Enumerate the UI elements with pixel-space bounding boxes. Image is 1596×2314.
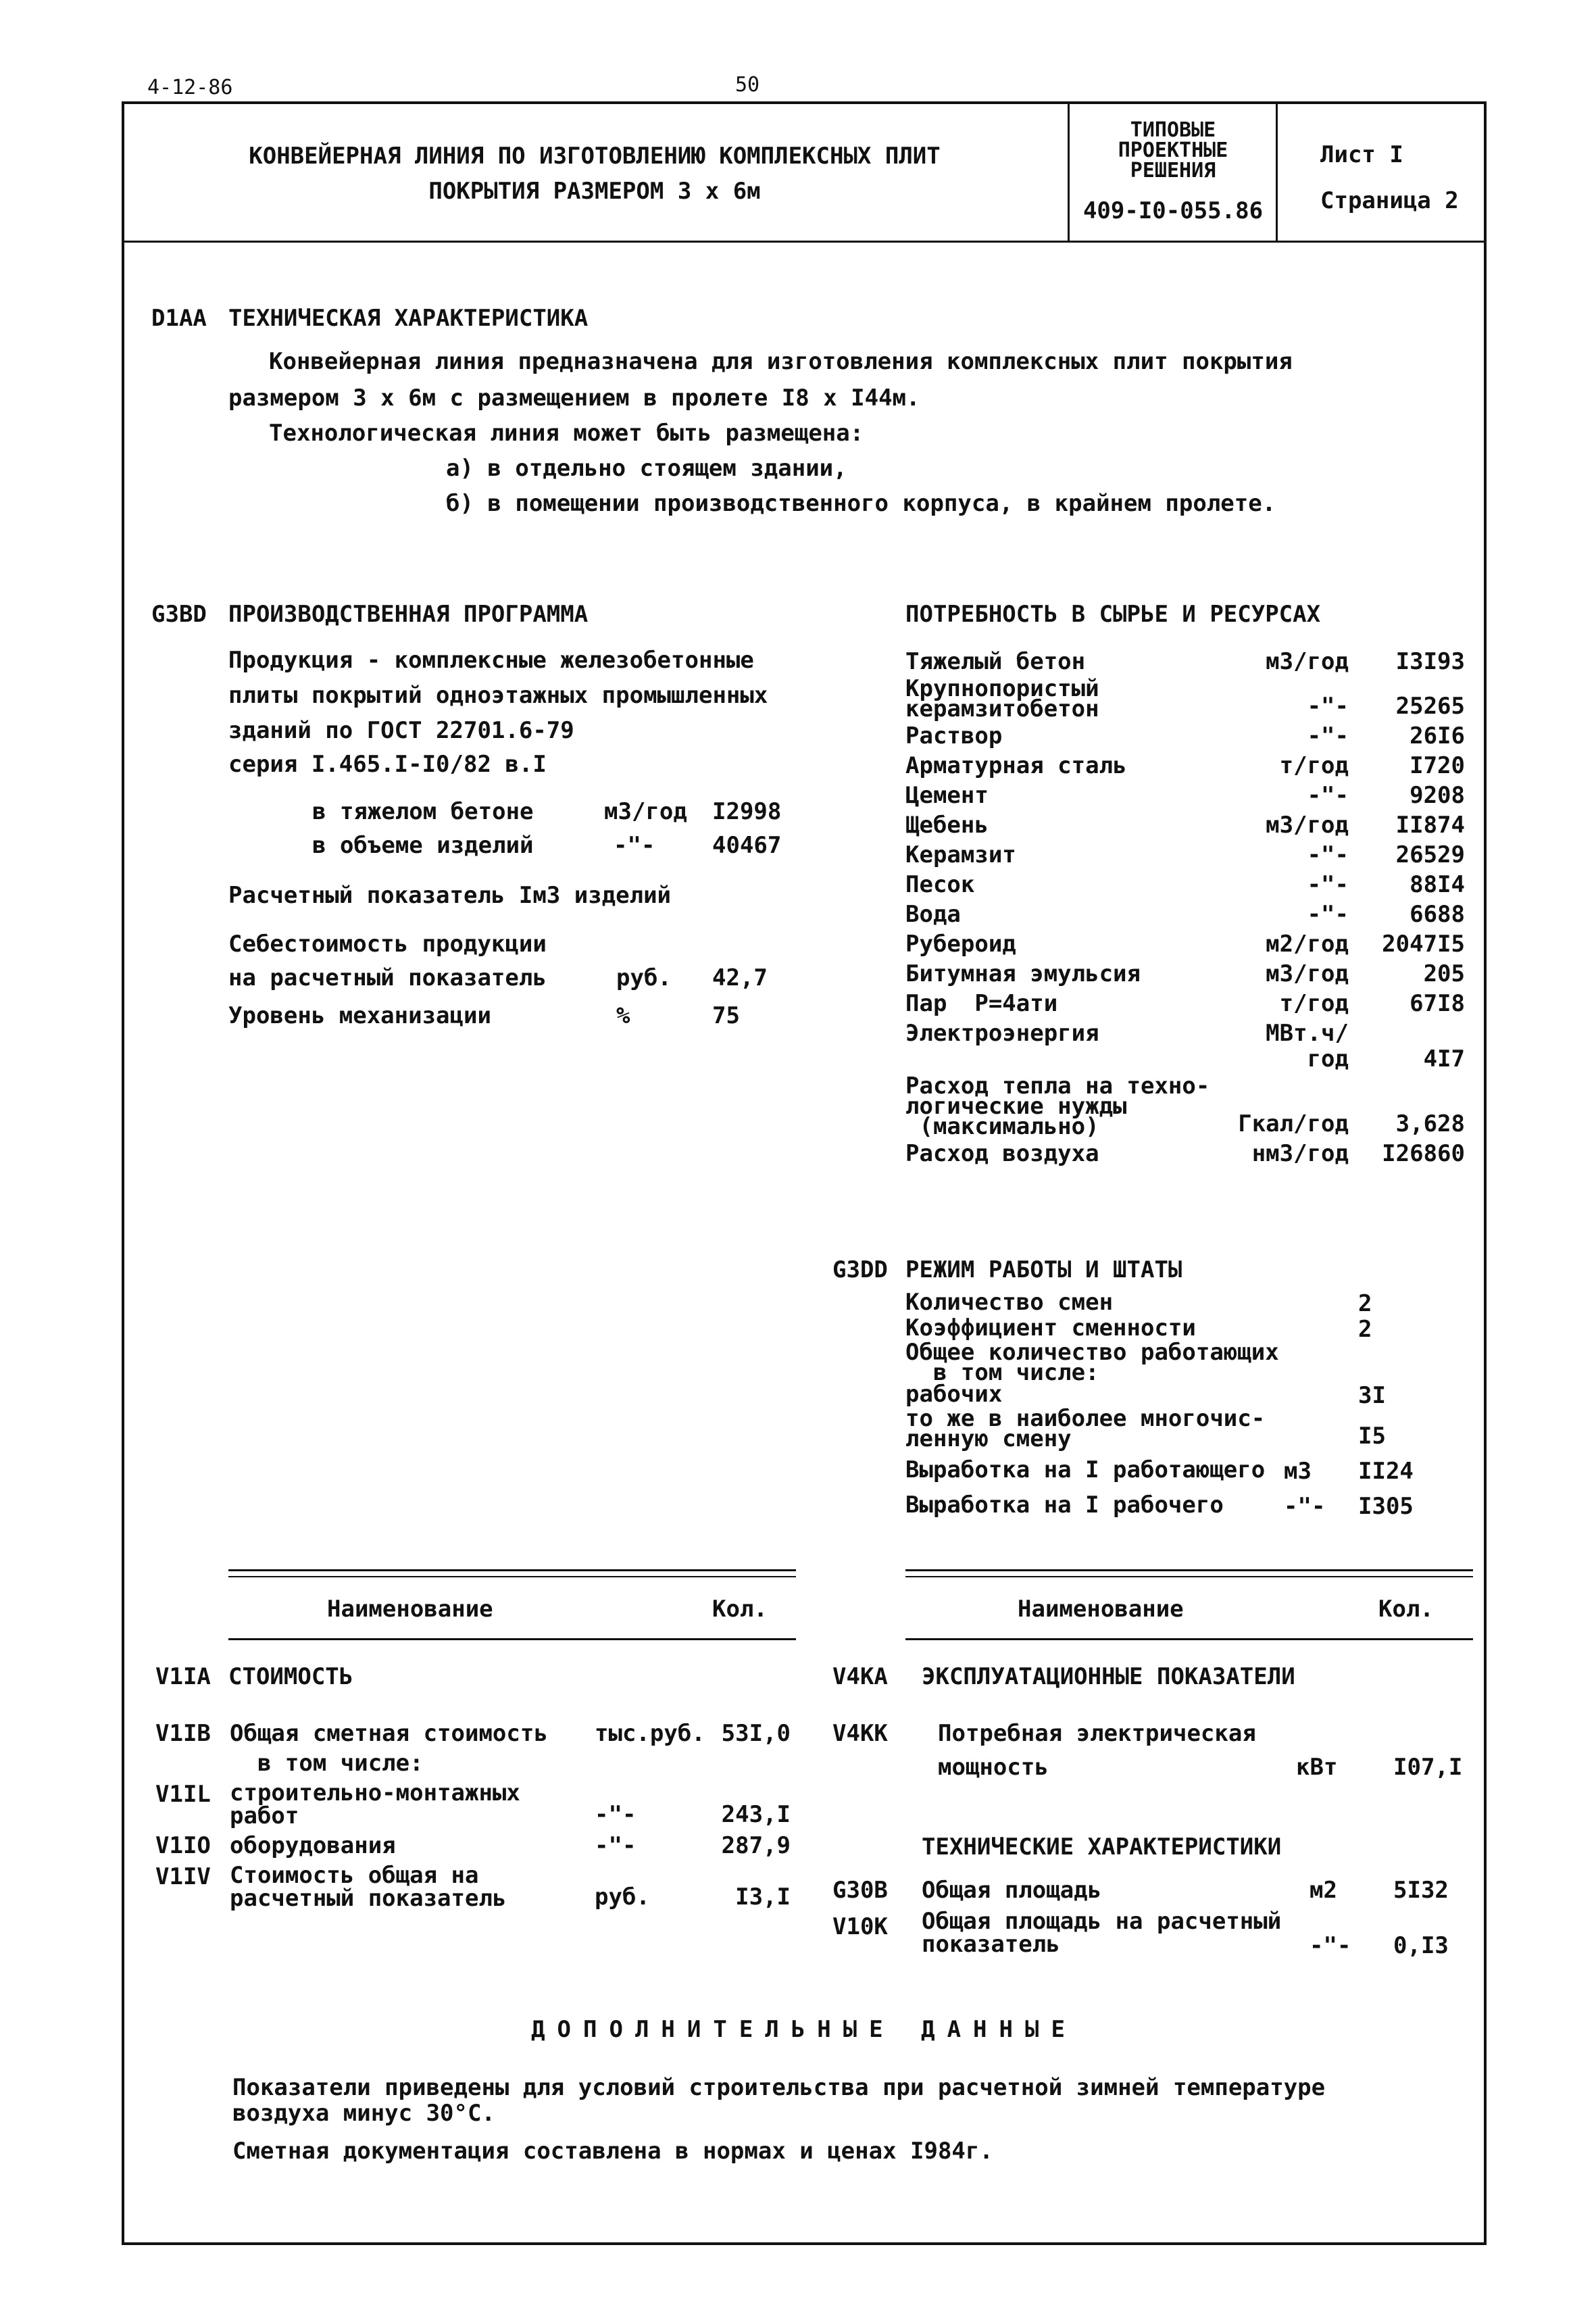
program-mech-unit: % xyxy=(616,1002,630,1029)
resource-label: Электроэнергия xyxy=(905,1020,1099,1047)
right-col-qty: Кол. xyxy=(1378,1596,1434,1623)
program-cost-value: 42,7 xyxy=(712,964,768,991)
resource-value: 205 xyxy=(1423,960,1465,987)
resource-label: Расход воздуха xyxy=(905,1140,1099,1167)
series-line1: ТИПОВЫЕ xyxy=(1130,118,1216,142)
left-table-top-rule xyxy=(228,1569,796,1571)
series-code: 409-I0-055.86 xyxy=(1082,197,1264,224)
right-table-top-rule xyxy=(905,1569,1473,1571)
cost-row-label: строительно-монтажных работ xyxy=(230,1779,520,1829)
resource-value: 26529 xyxy=(1395,841,1465,868)
extra-line-2: воздуха минус 30°С. xyxy=(232,2100,495,2127)
mode-value: II24 xyxy=(1358,1458,1414,1485)
resource-unit: м3/год xyxy=(1266,960,1349,987)
resource-unit: т/год xyxy=(1279,990,1349,1017)
resource-unit: -"- xyxy=(1307,871,1349,898)
cost-section-code: V1IA xyxy=(155,1663,211,1690)
tech-title: ТЕХНИЧЕСКАЯ ХАРАКТЕРИСТИКА xyxy=(228,305,589,332)
ops-section-code: V4KA xyxy=(832,1663,888,1690)
program-cost-line1: Себестоимость продукции xyxy=(228,931,547,958)
cost-row-value: 287,9 xyxy=(721,1832,791,1859)
header-title-line1: КОНВЕЙЕРНАЯ ЛИНИЯ ПО ИЗГОТОВЛЕНИЮ КОМПЛЕКСНЫХ ПЛИТ xyxy=(249,143,941,170)
area-unit: м2 xyxy=(1310,1877,1337,1904)
power-label-line1: Потребная электрическая xyxy=(938,1720,1256,1747)
left-table-top-rule-2 xyxy=(228,1576,796,1577)
resource-value: 25265 xyxy=(1395,693,1465,720)
mode-label: рабочих xyxy=(905,1381,1003,1408)
resource-unit: м2/год xyxy=(1266,931,1349,958)
cost-section-title: СТОИМОСТЬ xyxy=(228,1663,353,1690)
cost-row-label: Общая сметная стоимость xyxy=(230,1720,548,1747)
cost-row-unit: -"- xyxy=(595,1832,637,1859)
tech-paragraph-1: Конвейерная линия предназначена для изготовления комплексных плит покрытия xyxy=(269,348,1293,375)
cost-row-unit xyxy=(595,1772,716,1776)
program-line-2: плиты покрытий одноэтажных промышленных xyxy=(228,682,768,709)
area2-unit: -"- xyxy=(1310,1932,1351,1959)
resource-value: 3,628 xyxy=(1395,1110,1465,1137)
mode-label: то же в наиболее многочис- ленную смену xyxy=(905,1405,1266,1452)
program-row-unit: -"- xyxy=(614,832,655,859)
area2-label: Общая площадь на расчетный показатель xyxy=(922,1908,1282,1958)
mode-value: I5 xyxy=(1358,1423,1386,1450)
cost-row-value: 243,I xyxy=(721,1801,791,1828)
program-line-3: зданий по ГОСТ 22701.6-79 xyxy=(228,717,574,744)
mode-label: Выработка на I рабочего xyxy=(905,1492,1224,1519)
resource-unit: -"- xyxy=(1307,841,1349,868)
resource-label: Вода xyxy=(905,901,961,928)
mode-value: 3I xyxy=(1358,1382,1386,1409)
cost-row-label: оборудования xyxy=(230,1832,396,1859)
right-table-header-rule xyxy=(905,1638,1473,1640)
power-code: V4KK xyxy=(832,1720,888,1747)
cost-row-code xyxy=(155,1746,230,1776)
resource-unit: м3/год xyxy=(1266,812,1349,839)
resource-label: Тяжелый бетон xyxy=(905,648,1086,675)
resource-label: Раствор xyxy=(905,722,1003,749)
cost-row-code: V1IV xyxy=(155,1863,211,1890)
cost-row-value: 53I,0 xyxy=(721,1720,791,1747)
mode-label: Выработка на I работающего xyxy=(905,1456,1266,1483)
mode-label: Количество смен xyxy=(905,1289,1114,1316)
tech-option-a: а) в отдельно стоящем здании, xyxy=(446,455,847,482)
resources-table xyxy=(905,645,1465,1166)
resource-value: I720 xyxy=(1410,752,1465,779)
cost-row-label: в том числе: xyxy=(230,1750,424,1777)
program-cost-line2: на расчетный показатель xyxy=(228,964,547,991)
mode-table xyxy=(905,1291,1446,1519)
sheet-label: Лист I xyxy=(1320,141,1403,168)
resource-label: Щебень xyxy=(905,812,989,839)
header-divider-1 xyxy=(1068,101,1070,241)
program-row-value: I2998 xyxy=(712,798,782,825)
area-code: G30B xyxy=(832,1877,888,1904)
resource-label: Керамзит xyxy=(905,841,1016,868)
program-indicator: Расчетный показатель Iм3 изделий xyxy=(228,882,672,909)
program-mech-value: 75 xyxy=(712,1002,740,1029)
area-value: 5I32 xyxy=(1393,1877,1449,1904)
tech-paragraph-2: размером 3 х 6м с размещением в пролете I8 х I44м. xyxy=(228,385,920,412)
resource-value: I26860 xyxy=(1382,1140,1465,1167)
program-code: G3BD xyxy=(151,601,207,628)
resource-label: Пар Р=4ати xyxy=(905,990,1058,1017)
mode-code: G3DD xyxy=(832,1256,888,1283)
program-row-label: в тяжелом бетоне xyxy=(312,798,534,825)
program-row-unit: м3/год xyxy=(604,798,687,825)
area2-value: 0,I3 xyxy=(1393,1932,1449,1959)
left-col-qty: Кол. xyxy=(712,1596,768,1623)
tech-code: D1AA xyxy=(151,305,207,332)
resource-label: Цемент xyxy=(905,782,989,809)
resource-label: Крупнопористый керамзитобетон xyxy=(905,675,1099,722)
program-title: ПРОИЗВОДСТВЕННАЯ ПРОГРАММА xyxy=(228,601,589,628)
resource-unit: нм3/год xyxy=(1251,1140,1349,1167)
resource-value: 88I4 xyxy=(1410,871,1465,898)
resource-value: II874 xyxy=(1395,812,1465,839)
power-unit: кВт xyxy=(1296,1754,1338,1781)
extra-title: ДОПОЛНИТЕЛЬНЫЕ ДАННЫЕ xyxy=(531,2016,1077,2043)
mode-value: I305 xyxy=(1358,1493,1414,1520)
page-number: 50 xyxy=(735,73,760,97)
resource-label: Расход тепла на техно- логические нужды (максимально) xyxy=(905,1073,1210,1140)
mode-label: Общее количество работающих в том числе: xyxy=(905,1339,1279,1386)
ops-section-title: ЭКСПЛУАТАЦИОННЫЕ ПОКАЗАТЕЛИ xyxy=(922,1663,1295,1690)
resource-unit: -"- xyxy=(1307,693,1349,720)
page-label: Страница 2 xyxy=(1320,187,1459,214)
resource-value: 9208 xyxy=(1410,782,1465,809)
power-value: I07,I xyxy=(1393,1754,1463,1781)
mode-value: 2 xyxy=(1358,1316,1372,1343)
cost-table xyxy=(155,1717,804,1910)
cost-row-code: V1IB xyxy=(155,1720,211,1747)
header-title-line2: ПОКРЫТИЯ РАЗМЕРОМ 3 х 6м xyxy=(428,178,761,205)
mode-value: 2 xyxy=(1358,1290,1372,1317)
program-cost-unit: руб. xyxy=(616,964,672,991)
resource-value: 26I6 xyxy=(1410,722,1465,749)
mode-title: РЕЖИМ РАБОТЫ И ШТАТЫ xyxy=(905,1256,1182,1283)
area-label: Общая площадь xyxy=(922,1877,1102,1904)
resource-value: 67I8 xyxy=(1410,990,1465,1017)
cost-row-unit: тыс.руб. xyxy=(595,1720,705,1747)
resource-unit: МВт.ч/год xyxy=(1266,1020,1349,1073)
cost-row-value xyxy=(716,1772,791,1776)
mode-unit: -"- xyxy=(1284,1493,1326,1520)
header-divider xyxy=(122,241,1487,243)
resource-unit: -"- xyxy=(1307,901,1349,928)
cost-row-value: I3,I xyxy=(735,1884,791,1911)
area2-code: V10K xyxy=(832,1913,888,1940)
tech-characteristics-title: ТЕХНИЧЕСКИЕ ХАРАКТЕРИСТИКИ xyxy=(922,1833,1282,1861)
tech-option-b: б) в помещении производственного корпуса, в крайнем пролете. xyxy=(446,490,1276,517)
resource-value: 4I7 xyxy=(1423,1045,1465,1073)
resource-label: Битумная эмульсия xyxy=(905,960,1141,987)
cost-row-label: Стоимость общая на расчетный показатель xyxy=(230,1862,507,1912)
mode-label: Коэффициент сменности xyxy=(905,1314,1196,1341)
right-col-name: Наименование xyxy=(1018,1596,1184,1623)
resource-value: 2047I5 xyxy=(1382,931,1465,958)
resource-unit: Гкал/год xyxy=(1238,1110,1349,1137)
extra-line-3: Сметная документация составлена в нормах и ценах I984г. xyxy=(232,2138,993,2165)
resource-unit: -"- xyxy=(1307,782,1349,809)
cost-row-unit: руб. xyxy=(595,1884,650,1911)
cost-row-unit: -"- xyxy=(595,1801,637,1828)
program-line-4: серия I.465.I-I0/82 в.I xyxy=(228,751,547,778)
resource-value: 6688 xyxy=(1410,901,1465,928)
resources-title: ПОТРЕБНОСТЬ В СЫРЬЕ И РЕСУРСАХ xyxy=(905,601,1321,628)
cost-row-code: V1IO xyxy=(155,1832,211,1859)
cost-row-code: V1IL xyxy=(155,1781,211,1808)
resource-label: Арматурная сталь xyxy=(905,752,1127,779)
series-line2: ПРОЕКТНЫЕ xyxy=(1118,139,1228,162)
program-mech-label: Уровень механизации xyxy=(228,1002,491,1029)
left-table-header-rule xyxy=(228,1638,796,1640)
series-line3: РЕШЕНИЯ xyxy=(1130,159,1216,182)
resource-unit: -"- xyxy=(1307,722,1349,749)
tech-paragraph-3: Технологическая линия может быть размещена: xyxy=(269,420,864,447)
header-divider-2 xyxy=(1276,101,1278,241)
document-code: 4-12-86 xyxy=(147,76,233,99)
resource-unit: м3/год xyxy=(1266,648,1349,675)
mode-unit: м3 xyxy=(1284,1458,1312,1485)
program-row-label: в объеме изделий xyxy=(312,832,534,859)
power-label-line2: мощность xyxy=(938,1754,1049,1781)
left-col-name: Наименование xyxy=(327,1596,493,1623)
resource-value: I3I93 xyxy=(1395,648,1465,675)
resource-label: Песок xyxy=(905,871,975,898)
program-line-1: Продукция - комплексные железобетонные xyxy=(228,647,754,674)
right-table-top-rule-2 xyxy=(905,1576,1473,1577)
program-row-value: 40467 xyxy=(712,832,782,859)
extra-line-1: Показатели приведены для условий строительства при расчетной зимней температуре xyxy=(232,2074,1326,2101)
resource-unit: т/год xyxy=(1279,752,1349,779)
resource-label: Рубероид xyxy=(905,931,1016,958)
